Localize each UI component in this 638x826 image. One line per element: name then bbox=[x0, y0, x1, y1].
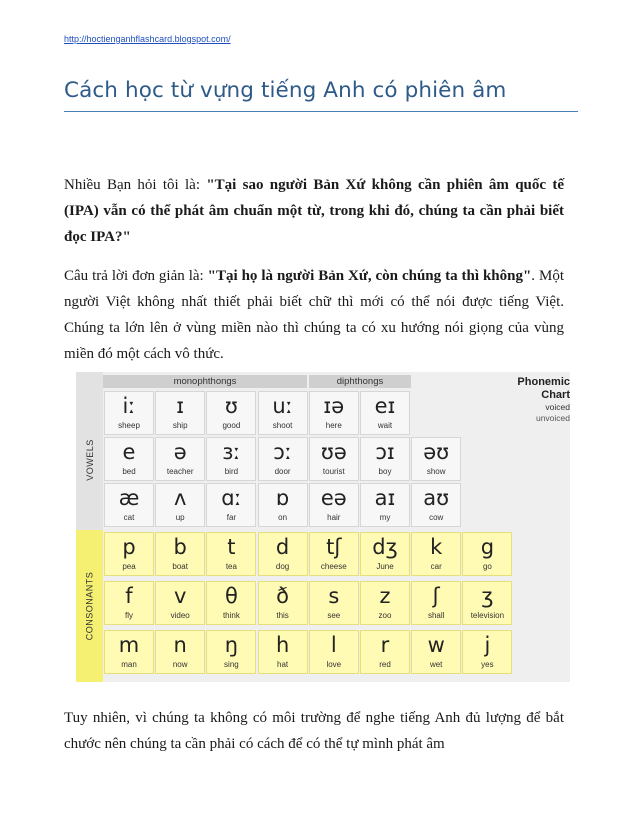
phoneme-cell bbox=[360, 391, 410, 435]
phoneme-symbol: ʌ bbox=[173, 486, 187, 510]
example-word: car bbox=[430, 562, 442, 571]
example-word: red bbox=[379, 660, 391, 669]
phoneme-symbol: ɑː bbox=[221, 486, 242, 510]
example-word: ship bbox=[172, 421, 188, 430]
example-word: pea bbox=[122, 562, 136, 571]
example-word: boat bbox=[172, 562, 188, 571]
phoneme-symbol: w bbox=[427, 633, 445, 657]
phoneme-cell bbox=[206, 437, 256, 481]
phoneme-symbol: l bbox=[330, 633, 337, 657]
phoneme-cell bbox=[258, 630, 308, 674]
example-word: June bbox=[376, 562, 394, 571]
paragraph-question bbox=[64, 172, 564, 250]
paragraph-text: . Một người Việt không nhất thiết phải biết chữ thì mới có thể nói được tiếng Việt. Chúng ta lớn lên ở vùng miền nào thì chúng ta có xu hướng nói giọng của vùng miền đó một cách vô thức. bbox=[64, 268, 564, 362]
phoneme-cell bbox=[258, 437, 308, 481]
example-word: this bbox=[276, 611, 289, 620]
phoneme-cell bbox=[360, 581, 410, 625]
phoneme-cell bbox=[258, 532, 308, 576]
example-word: sing bbox=[224, 660, 239, 669]
phoneme-symbol: tʃ bbox=[326, 535, 342, 559]
phoneme-symbol: iː bbox=[122, 394, 136, 418]
example-word: see bbox=[327, 611, 341, 620]
phoneme-cell bbox=[206, 391, 256, 435]
phoneme-cell bbox=[104, 391, 154, 435]
example-word: fly bbox=[125, 611, 133, 620]
phoneme-symbol: ɔː bbox=[273, 440, 292, 464]
example-word: love bbox=[326, 660, 342, 669]
phoneme-cell bbox=[258, 581, 308, 625]
example-word: television bbox=[470, 611, 505, 620]
legend-title-line1: Phonemic bbox=[517, 376, 570, 388]
example-word: zoo bbox=[378, 611, 392, 620]
paragraph-text: Câu trả lời đơn giản là: bbox=[64, 268, 208, 284]
phoneme-symbol: aɪ bbox=[374, 486, 396, 510]
example-word: on bbox=[278, 513, 288, 522]
phoneme-cell bbox=[462, 581, 512, 625]
phoneme-cell bbox=[462, 532, 512, 576]
example-word: wet bbox=[429, 660, 443, 669]
phoneme-symbol: r bbox=[380, 633, 390, 657]
phoneme-cell bbox=[462, 630, 512, 674]
chart-legend bbox=[513, 376, 570, 424]
phoneme-symbol: p bbox=[122, 535, 136, 559]
phoneme-cell bbox=[155, 437, 205, 481]
phoneme-symbol: ɒ bbox=[275, 486, 290, 510]
phoneme-symbol: ɔɪ bbox=[375, 440, 395, 464]
phoneme-symbol: z bbox=[379, 584, 391, 608]
example-word: here bbox=[325, 421, 342, 430]
phoneme-cell bbox=[155, 483, 205, 527]
phoneme-symbol: m bbox=[118, 633, 140, 657]
example-word: wait bbox=[377, 421, 393, 430]
phoneme-symbol: θ bbox=[224, 584, 238, 608]
phoneme-cell bbox=[104, 437, 154, 481]
paragraph-however bbox=[64, 705, 564, 757]
phoneme-cell bbox=[155, 391, 205, 435]
example-word: hair bbox=[327, 513, 341, 522]
example-word: up bbox=[175, 513, 185, 522]
phoneme-cell bbox=[206, 581, 256, 625]
phoneme-cell bbox=[411, 581, 461, 625]
example-word: think bbox=[222, 611, 240, 620]
example-word: show bbox=[426, 467, 446, 476]
phoneme-cell bbox=[155, 630, 205, 674]
phoneme-cell bbox=[104, 532, 154, 576]
phoneme-symbol: aʊ bbox=[423, 486, 450, 510]
phoneme-cell bbox=[309, 630, 359, 674]
phoneme-cell bbox=[411, 532, 461, 576]
phoneme-cell bbox=[309, 437, 359, 481]
example-word: now bbox=[172, 660, 188, 669]
example-word: sheep bbox=[118, 421, 140, 430]
phoneme-cell bbox=[104, 630, 154, 674]
phoneme-cell bbox=[411, 437, 461, 481]
example-word: cat bbox=[123, 513, 135, 522]
example-word: cheese bbox=[320, 562, 347, 571]
paragraph-bold: "Tại họ là người Bản Xứ, còn chúng ta thì không" bbox=[207, 268, 532, 284]
page-title: Cách học từ vựng tiếng Anh có phiên âm bbox=[64, 78, 507, 103]
legend-voiced: voiced bbox=[545, 402, 570, 412]
phoneme-symbol: n bbox=[173, 633, 187, 657]
phoneme-symbol: s bbox=[328, 584, 340, 608]
phoneme-cell bbox=[258, 391, 308, 435]
phoneme-symbol: ʃ bbox=[432, 584, 440, 608]
phoneme-cell bbox=[360, 483, 410, 527]
example-word: video bbox=[170, 611, 190, 620]
example-word: far bbox=[226, 513, 237, 522]
example-word: bed bbox=[122, 467, 136, 476]
phoneme-symbol: ð bbox=[276, 584, 290, 608]
phoneme-symbol: eə bbox=[320, 486, 347, 510]
phoneme-symbol: ʊ bbox=[224, 394, 238, 418]
example-word: go bbox=[482, 562, 492, 571]
example-word: yes bbox=[481, 660, 494, 669]
phoneme-symbol: k bbox=[430, 535, 443, 559]
phoneme-symbol: ə bbox=[173, 440, 187, 464]
phonemic-chart bbox=[76, 372, 570, 682]
phoneme-cell bbox=[360, 532, 410, 576]
phoneme-symbol: j bbox=[484, 633, 491, 657]
phoneme-symbol: g bbox=[480, 535, 495, 559]
phoneme-symbol: b bbox=[173, 535, 187, 559]
phoneme-cell bbox=[309, 532, 359, 576]
phoneme-cell bbox=[411, 483, 461, 527]
phoneme-symbol: f bbox=[125, 584, 133, 608]
phoneme-cell bbox=[309, 391, 359, 435]
phoneme-cell bbox=[411, 630, 461, 674]
example-word: dog bbox=[275, 562, 290, 571]
phoneme-symbol: uː bbox=[272, 394, 293, 418]
phoneme-symbol: ɜː bbox=[222, 440, 241, 464]
legend-title-line2: Chart bbox=[541, 389, 570, 401]
phoneme-symbol: d bbox=[275, 535, 290, 559]
phoneme-cell bbox=[155, 581, 205, 625]
phoneme-cell bbox=[104, 483, 154, 527]
example-word: my bbox=[379, 513, 391, 522]
legend-unvoiced: unvoiced bbox=[535, 413, 570, 423]
example-word: tourist bbox=[322, 467, 345, 476]
paragraph-text: Nhiều Bạn hỏi tôi là: bbox=[64, 177, 207, 193]
phoneme-cell bbox=[206, 532, 256, 576]
title-divider bbox=[64, 111, 578, 112]
phoneme-symbol: ɪ bbox=[176, 394, 185, 418]
phoneme-cell bbox=[206, 630, 256, 674]
paragraph-bold: "Tại sao người Bản Xứ không cần phiên âm quốc tế (IPA) vẫn có thể phát âm chuẩn một từ, trong khi đó, chúng ta cần phải biết đọc IPA?" bbox=[64, 177, 564, 245]
phoneme-symbol: dʒ bbox=[372, 535, 398, 559]
phoneme-cell bbox=[360, 437, 410, 481]
phoneme-symbol: e bbox=[122, 440, 136, 464]
blog-url-link[interactable]: http://hoctienganhflashcard.blogspot.com/ bbox=[64, 34, 231, 44]
phoneme-symbol: h bbox=[275, 633, 290, 657]
paragraph-text: Tuy nhiên, vì chúng ta không có môi trường để nghe tiếng Anh đủ lượng để bắt chước nên chúng ta cần phải có cách để có thể tự mình phát âm bbox=[64, 710, 564, 752]
paragraph-answer bbox=[64, 263, 564, 367]
phoneme-cell bbox=[258, 483, 308, 527]
phoneme-cell bbox=[309, 581, 359, 625]
phoneme-symbol: v bbox=[173, 584, 187, 608]
phoneme-symbol: ʒ bbox=[481, 584, 494, 608]
phoneme-symbol: ɪə bbox=[323, 394, 345, 418]
example-word: shall bbox=[427, 611, 445, 620]
example-word: door bbox=[274, 467, 291, 476]
phoneme-cell bbox=[360, 630, 410, 674]
phoneme-symbol: t bbox=[227, 535, 236, 559]
example-word: shoot bbox=[272, 421, 293, 430]
phoneme-symbol: əʊ bbox=[423, 440, 450, 464]
example-word: bird bbox=[224, 467, 239, 476]
phoneme-cell bbox=[309, 483, 359, 527]
example-word: cow bbox=[429, 513, 444, 522]
phoneme-cell bbox=[206, 483, 256, 527]
example-word: hat bbox=[277, 660, 289, 669]
example-word: man bbox=[121, 660, 137, 669]
example-word: teacher bbox=[166, 467, 194, 476]
vowels-band-label: VOWELS bbox=[84, 439, 95, 481]
phoneme-symbol: eɪ bbox=[374, 394, 396, 418]
consonants-band-label: CONSONANTS bbox=[84, 571, 95, 641]
monophthongs-header: monophthongs bbox=[103, 375, 307, 388]
phoneme-symbol: æ bbox=[118, 486, 140, 510]
phoneme-cell bbox=[104, 581, 154, 625]
diphthongs-header: diphthongs bbox=[309, 375, 411, 388]
example-word: tea bbox=[225, 562, 237, 571]
phoneme-symbol: ŋ bbox=[224, 633, 239, 657]
example-word: good bbox=[222, 421, 241, 430]
phoneme-symbol: ʊə bbox=[320, 440, 347, 464]
example-word: boy bbox=[378, 467, 392, 476]
phoneme-cell bbox=[155, 532, 205, 576]
